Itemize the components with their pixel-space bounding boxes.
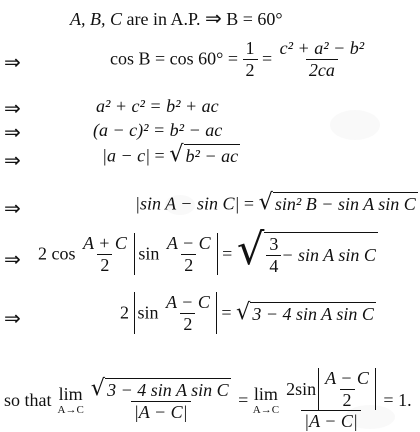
equation-abs-difference — [102, 141, 240, 168]
abs-a-minus-c: |a − c| — [102, 145, 151, 166]
equals: = — [221, 302, 236, 323]
coefficient-two: 2 — [120, 302, 129, 323]
equation-cos-b — [110, 38, 367, 80]
limit-statement — [4, 368, 412, 432]
abs-sin-difference: |sin A − sin C| — [135, 193, 240, 214]
equals: = — [239, 193, 259, 214]
header-b-eq: B = 60° — [221, 9, 283, 29]
limit-operator: lim A→C — [57, 383, 84, 416]
equation-sum-squares: a² + c² = b² + ac — [96, 96, 219, 116]
equation-sine-difference — [135, 189, 418, 216]
fraction-a-minus-c-over-2: $\frac{A - C}{2}$ — [325, 368, 369, 410]
fraction-half: $\frac{1}{2}$ — [243, 38, 258, 80]
implies-arrow-2: ⇒ — [4, 96, 21, 120]
abs-sin-half-difference: sin $\frac{A - C}{2}$ — [134, 233, 217, 275]
cos-b: cos B — [110, 48, 151, 69]
implies-arrow-5: ⇒ — [4, 196, 21, 220]
header-line — [70, 6, 283, 30]
implies-arrow-6: ⇒ — [4, 247, 21, 271]
implies-arrow-7: ⇒ — [4, 306, 21, 330]
implies-arrow: ⇒ — [205, 6, 222, 30]
cos-60: cos 60° — [169, 48, 224, 69]
fraction-three-quarters: $\frac{3}{4}$ — [266, 234, 281, 276]
implies-arrow-4: ⇒ — [4, 148, 21, 172]
fraction-left-limit: √ 3 − 4 sin A sin C |A − C| — [90, 375, 229, 422]
two-cos: 2 cos — [38, 243, 76, 264]
square-root: √ $\frac{3}{4}$ − sin A sin C — [236, 225, 376, 276]
fraction-a-plus-c-over-2: $\frac{A + C}{2}$ — [83, 233, 127, 275]
equals: = — [223, 48, 243, 69]
so-that-label: so that — [4, 389, 52, 410]
implies-arrow-3: ⇒ — [4, 120, 21, 144]
equals: = — [262, 48, 277, 69]
fraction-right-limit: 2sin $\frac{A - C}{2}$ |A − C| — [283, 368, 379, 432]
equals: = — [222, 243, 237, 264]
header-abc: A, B, C — [70, 9, 122, 29]
equals: = — [150, 48, 170, 69]
limit-operator: lim A→C — [252, 383, 280, 416]
header-are-in: are in A.P. — [122, 9, 205, 29]
fraction-a-minus-c-over-2: $\frac{A - C}{2}$ — [166, 233, 211, 275]
square-root: √ b² − ac — [169, 141, 239, 168]
result-equals-one: = 1. — [378, 389, 412, 410]
equation-doubled — [120, 292, 376, 334]
fraction-a-minus-c-over-2: $\frac{A - C}{2}$ — [166, 292, 210, 334]
fraction-cosine-rule: $\frac{\text{c² + a² − b²}}{2ca}$ — [279, 38, 365, 80]
equation-sum-to-product — [38, 225, 378, 276]
square-root: √ sin² B − sin A sin C — [258, 189, 416, 216]
equals: = — [233, 389, 253, 410]
square-root: √ 3 − 4 sin A sin C — [90, 375, 229, 402]
equals: = — [150, 145, 170, 166]
equation-difference-square: (a − c)² = b² − ac — [93, 120, 223, 140]
scan-smudge — [330, 110, 380, 140]
implies-arrow-1: ⇒ — [4, 50, 21, 74]
abs-sin-half-difference: sin $\frac{A - C}{2}$ — [134, 292, 217, 334]
square-root: √ 3 − 4 sin A sin C — [236, 298, 374, 325]
